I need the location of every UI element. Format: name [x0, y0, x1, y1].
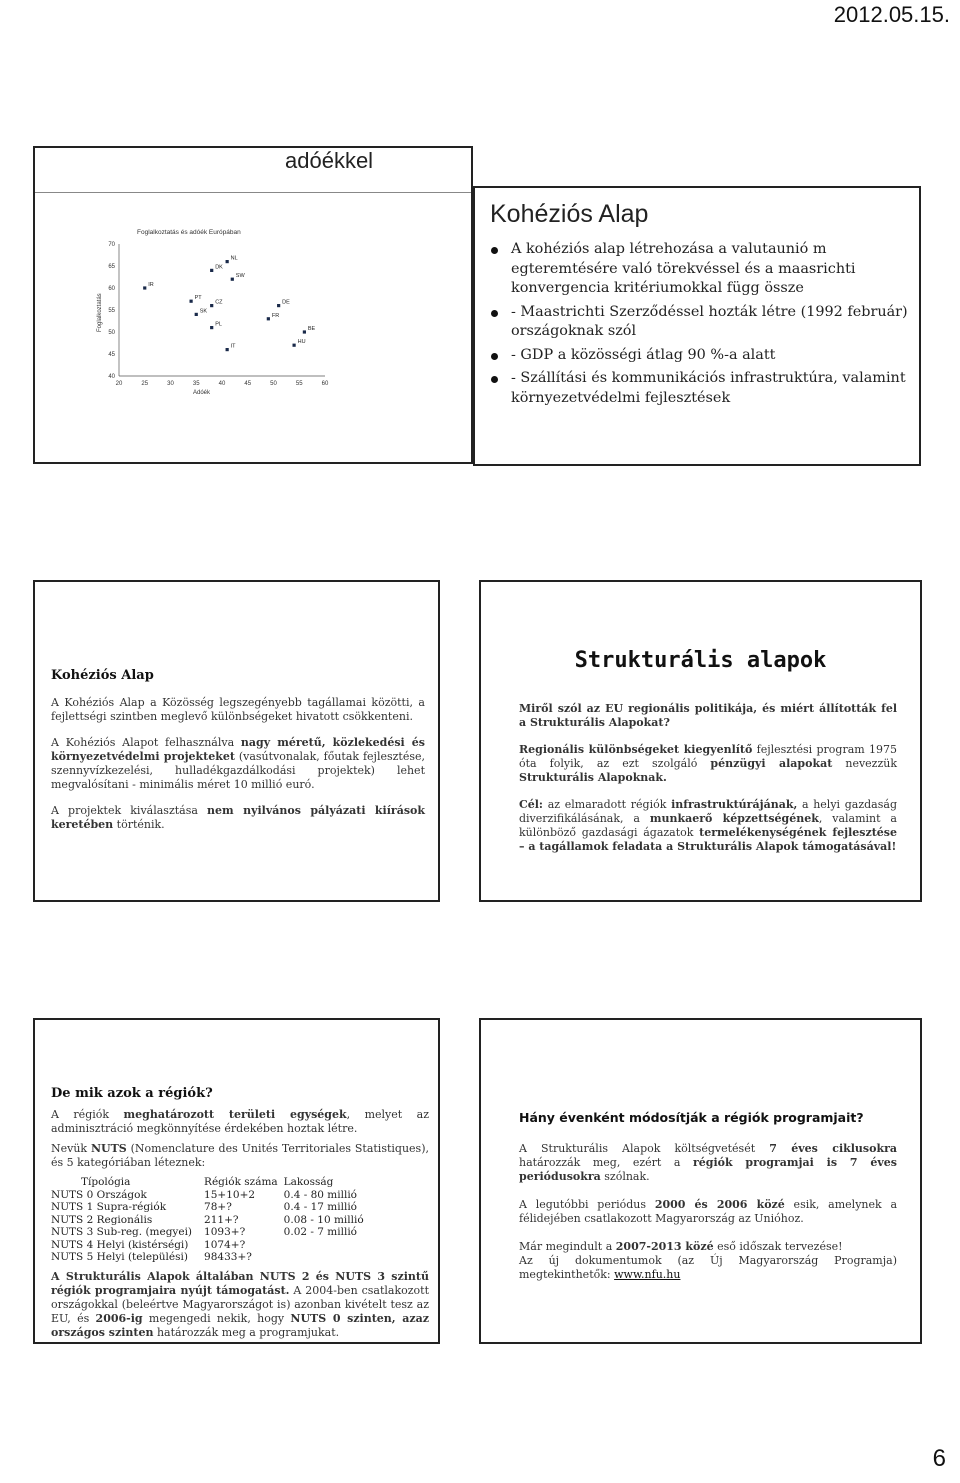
table-row [51, 1239, 370, 1252]
data-label: NL [230, 255, 238, 262]
text: történik. [113, 818, 165, 831]
text: nevezzük [832, 757, 898, 770]
data-point [190, 300, 193, 303]
data-point [267, 317, 270, 320]
y-tick-label: 60 [108, 286, 115, 292]
data-point [210, 269, 213, 272]
bold-text: nem nyilvános pályázati kiírások keretében [51, 804, 425, 831]
bullet-item: - Maastrichti Szerződéssel hozták létre (1992 február) országoknak szól [489, 303, 909, 342]
chart-title: Foglalkoztatás és adóék Európában [137, 229, 241, 236]
text: A Strukturális Alapok költségvetését [519, 1142, 770, 1155]
x-tick-label: 55 [295, 381, 303, 387]
text: határozzák meg, ezért a [519, 1156, 693, 1169]
data-label: PT [194, 295, 202, 302]
bullet-item: - Szállítási és kommunikációs infrastruktúra, valamint környezetvédelmi fejlesztések [489, 369, 909, 408]
bullet-item: - GDP a közösségi átlag 90 %-a alatt [489, 346, 909, 366]
data-point [277, 304, 280, 307]
table-cell: 78+? [204, 1201, 232, 1213]
table-cell: 1093+? [204, 1226, 246, 1238]
text: A régiók [51, 1108, 124, 1121]
paragraph: A Kohéziós Alap a Közösség legszegényebb tagállamai közötti, a fejlettségi szintben meglevő különbségeket hivatott csökkenteni. [51, 696, 425, 723]
bullet-list [489, 240, 909, 412]
table-cell: NUTS 0 Országok [51, 1188, 147, 1201]
data-label: DK [215, 264, 223, 271]
x-tick-label: 30 [167, 381, 174, 387]
data-point [210, 304, 213, 307]
slide-cohesion-fund-detail [33, 580, 440, 902]
table-cell: 15+10+2 [204, 1188, 256, 1201]
table-cell: 98433+? [204, 1251, 252, 1263]
table-row [51, 1214, 370, 1227]
table-header: Lakosság [283, 1176, 334, 1188]
bold-text: nagy méretű, közlekedési és környezetvédelmi projekteket [51, 736, 425, 763]
page-date: 2012.05.15. [833, 2, 950, 27]
table-cell: 0.02 - 7 millió [283, 1226, 358, 1238]
data-label: PL [215, 321, 222, 328]
bold-text: termelékenységének fejlesztése – a tagállamok feladata a Strukturális Alapok támogatásával! [519, 826, 897, 853]
x-tick-label: 25 [141, 381, 149, 387]
paragraph [519, 1198, 897, 1226]
scatter-chart [93, 226, 343, 396]
bold-text: A Strukturális Alapok általában NUTS 2 és NUTS 3 szintű régiók programjaira nyújt támogatást. [51, 1269, 429, 1297]
y-tick-label: 70 [108, 242, 115, 248]
table-cell: NUTS 1 Supra-régiók [51, 1201, 167, 1213]
x-tick-label: 35 [192, 381, 200, 387]
slide-title: Kohéziós Alap [51, 668, 154, 683]
y-tick-label: 65 [108, 264, 115, 270]
slide-title: Strukturális alapok [574, 648, 827, 673]
data-point [303, 330, 306, 333]
table-header: Típológia [81, 1176, 131, 1188]
data-label: HU [297, 339, 306, 346]
nuts-table [51, 1176, 370, 1264]
text: Az új dokumentumok (az Új Magyarország Programja) megtekinthetők: [519, 1254, 897, 1281]
data-point [226, 260, 229, 263]
data-point [210, 326, 213, 329]
x-tick-label: 60 [321, 381, 329, 387]
table-cell: 0.4 - 80 millió [283, 1188, 358, 1201]
text: a helyi gazdaság diverzifikálásának, a [519, 798, 897, 825]
table-cell: 211+? [204, 1213, 239, 1226]
text: , valamint a különböző gazdasági ágazatok [519, 812, 897, 839]
bold-text: Regionális különbségeket kiegyenlítő [519, 743, 753, 756]
x-tick-label: 45 [244, 381, 252, 387]
x-tick-label: 20 [115, 381, 123, 387]
text: esik, amelynek a félidejében csatlakozott Magyarország az Unióhoz. [519, 1198, 898, 1225]
table-cell: 0.08 - 10 millió [283, 1213, 364, 1226]
slide-body [51, 696, 425, 844]
slide-employment-chart [33, 146, 473, 464]
data-point [293, 344, 296, 347]
bold-text: régiók programjai is 7 éves periódusokra [519, 1156, 897, 1183]
data-point [226, 348, 229, 351]
text: eső időszak tervezése! [713, 1240, 843, 1253]
slide-regions [33, 1018, 440, 1344]
bold-text: 2006-ig [95, 1311, 143, 1325]
table-cell: NUTS 2 Regionális [51, 1213, 153, 1226]
bold-text: 2007-2013 közé [615, 1240, 714, 1253]
table-row [51, 1189, 370, 1202]
bold-text: infrastruktúrájának, [671, 798, 798, 811]
text: határozzák meg a programjukat. [153, 1325, 340, 1339]
slide-cohesion-fund [473, 186, 921, 466]
bold-text: meghatározott területi egységek [123, 1108, 347, 1121]
y-tick-label: 40 [108, 374, 115, 380]
x-axis-label: Adóék [193, 390, 211, 396]
text: A legutóbbi periódus [519, 1198, 655, 1211]
question [519, 702, 897, 730]
paragraph [51, 736, 425, 792]
table-cell: 1074+? [204, 1238, 246, 1251]
text: A 2004-ben csatlakozott országokkal (beleértve Magyarországot is) azonban kivételt tesz az EU, és [51, 1283, 429, 1325]
bold-text: NUTS 0 szinten, azaz országos szinten [51, 1311, 430, 1339]
slide-title: De mik azok a régiók? [51, 1086, 213, 1101]
paragraph [51, 804, 425, 832]
slide-program-cycles [479, 1018, 922, 1344]
bold-text: 2000 és 2006 közé [654, 1198, 785, 1211]
text: szólnak. [600, 1170, 650, 1183]
table-cell: 0.4 - 17 millió [283, 1201, 358, 1213]
slide-body [519, 702, 897, 867]
table-row [51, 1251, 370, 1264]
paragraph [519, 1254, 897, 1282]
title-divider [35, 192, 471, 193]
paragraph [519, 1240, 897, 1254]
data-label: BE [307, 326, 316, 332]
bold-text: munkaerő képzettségének [649, 812, 819, 825]
table-header-row [51, 1176, 370, 1189]
bold-text: 7 éves ciklusokra [769, 1142, 897, 1155]
y-axis-label: Foglalkoztatás [97, 293, 103, 332]
text: fejlesztési program 1975 óta folyik, az ezt szolgáló [519, 743, 897, 770]
text: Már megindult a [519, 1240, 616, 1253]
text: , melyet az adminisztráció megkönnyítése érdekében hoztak létre. [51, 1108, 430, 1135]
table-cell [284, 1239, 370, 1252]
text: az elmaradott régiók [543, 798, 672, 811]
table-cell: NUTS 4 Helyi (kistérségi) [51, 1238, 189, 1251]
bold-text: Strukturális Alapoknak. [519, 771, 667, 784]
slide-body [51, 1108, 429, 1346]
bold-text: pénzügyi alapokat [710, 757, 833, 770]
text: A projektek kiválasztása [51, 804, 208, 817]
table-row [51, 1226, 370, 1239]
paragraph [519, 1142, 897, 1184]
slide-body [519, 1142, 897, 1296]
bold-text: Cél: [519, 798, 543, 811]
bullet-item: A kohéziós alap létrehozása a valutaunió m egteremtésére való törekvéssel és a maasrichti konvergencia kritériumokkal függ össze [489, 240, 909, 299]
slide-title: Hány évenként módosítják a régiók programjait? [519, 1110, 864, 1125]
paragraph [51, 1108, 429, 1136]
data-label: IT [230, 343, 236, 350]
x-tick-label: 40 [218, 381, 226, 387]
paragraph [51, 1270, 429, 1340]
y-tick-label: 45 [108, 352, 115, 358]
bold-text: Miről szól az EU regionális politikája, és miért állították fel a Strukturális Alapokat? [519, 702, 897, 729]
page-number: 6 [932, 1445, 946, 1472]
data-label: IR [148, 282, 154, 288]
text: megengedi nekik, hogy [142, 1311, 291, 1325]
paragraph [51, 1142, 429, 1170]
data-label: DE [282, 299, 290, 306]
bold-text: NUTS [90, 1142, 127, 1155]
paragraph [519, 798, 897, 854]
paragraph [519, 743, 897, 785]
x-tick-label: 50 [270, 381, 277, 387]
data-label: SW [235, 273, 245, 280]
table-cell: NUTS 3 Sub-reg. (megyei) [51, 1226, 193, 1238]
nfu-link[interactable]: www.nfu.hu [614, 1268, 681, 1281]
text: (Nomenclature des Unités Territoriales Statistiques), és 5 kategóriában léteznek: [51, 1142, 429, 1169]
text: (vasútvonalak, főutak fejlesztése, szennyvízkezelési, hulladékgazdálkodási projektek) lehet megvalósítani - minimális méret 10 millió euró. [51, 750, 425, 791]
slide-structural-funds [479, 580, 922, 902]
slide-title: Kohéziós Alap [490, 200, 649, 228]
table-cell: NUTS 5 Helyi (települési) [51, 1251, 188, 1263]
data-point [195, 313, 198, 316]
slide-title: adóékkel [285, 148, 374, 173]
table-header: Régiók száma [204, 1176, 278, 1188]
data-point [143, 286, 146, 289]
y-tick-label: 50 [108, 330, 115, 336]
table-cell [284, 1251, 370, 1264]
table-row [51, 1201, 370, 1214]
data-label: CZ [215, 299, 223, 306]
text: Nevük [51, 1142, 91, 1155]
data-point [231, 278, 234, 281]
data-label: SK [199, 308, 208, 315]
y-tick-label: 55 [108, 308, 115, 314]
text: A Kohéziós Alapot felhasználva [51, 736, 241, 749]
data-label: FR [271, 312, 280, 319]
